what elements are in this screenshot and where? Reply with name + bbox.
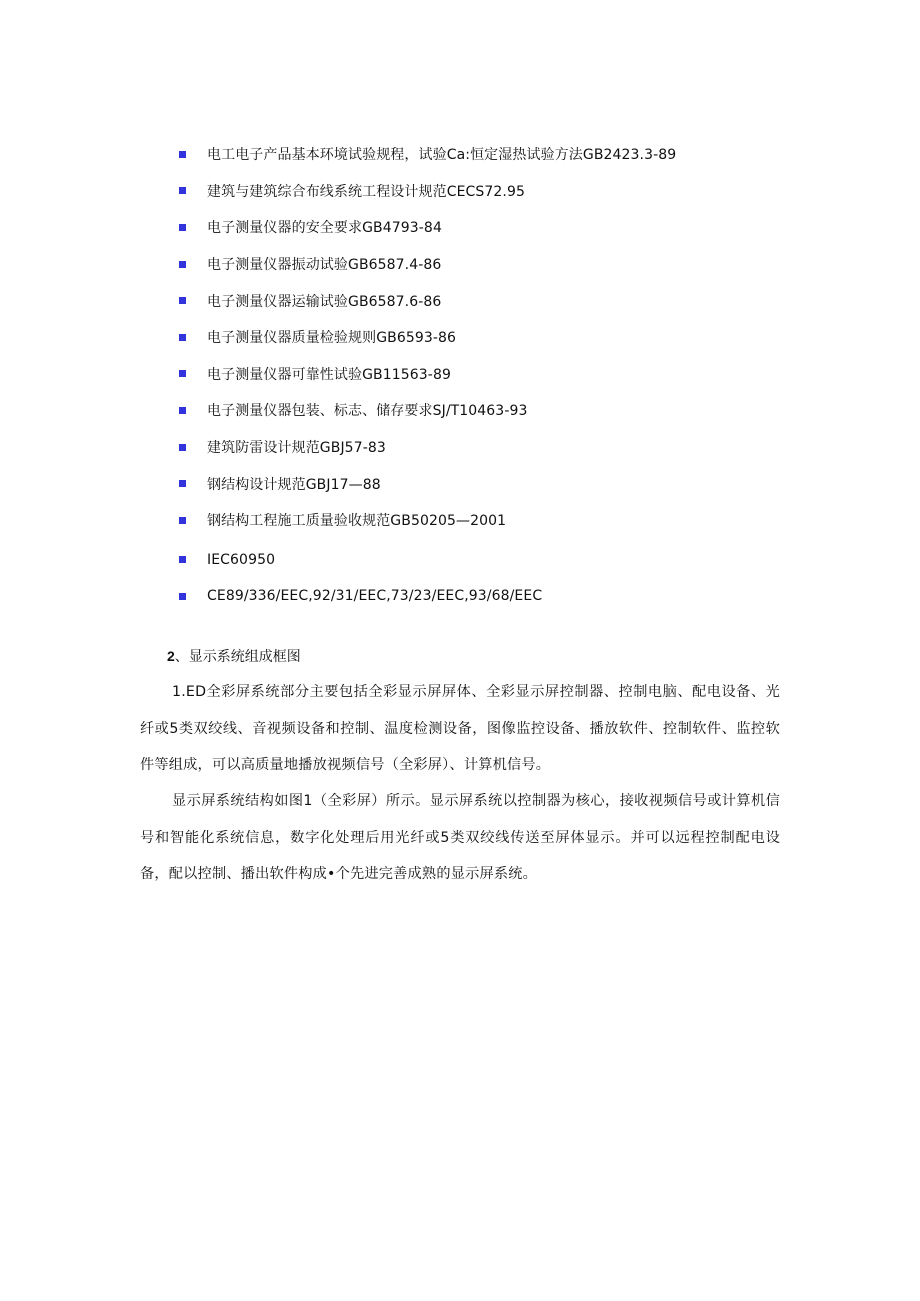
section-number: 2 — [167, 648, 175, 664]
list-item — [179, 136, 819, 173]
square-bullet-icon — [179, 517, 186, 524]
list-item — [179, 542, 819, 579]
square-bullet-icon — [179, 297, 186, 304]
list-item-text: 钢结构工程施工质量验收规范GB50205—2001 — [207, 513, 507, 530]
list-item — [179, 429, 819, 466]
square-bullet-icon — [179, 444, 186, 451]
list-item — [179, 246, 819, 283]
square-bullet-icon — [179, 187, 186, 194]
list-item — [179, 465, 819, 502]
list-item-text: 电子测量仪器质量检验规则GB6593-86 — [207, 330, 457, 347]
list-item-text: 电子测量仪器可靠性试验GB11563-89 — [207, 366, 451, 383]
list-item-text: 建筑防雷设计规范GBJ57-83 — [207, 440, 386, 457]
standards-list — [179, 136, 819, 615]
body-paragraph: 1.ED全彩屏系统部分主要包括全彩显示屏屏体、全彩显示屏控制器、控制电脑、配电设备、光纤或5类双绞线、音视频设备和控制、温度检测设备，图像监控设备、播放软件、控制软件、监控软件等组成，可以高质量地播放视频信号（全彩屏）、计算机信号。 — [140, 684, 780, 774]
list-item — [179, 392, 819, 429]
list-item — [179, 502, 819, 539]
square-bullet-icon — [179, 261, 186, 268]
square-bullet-icon — [179, 151, 186, 158]
square-bullet-icon — [179, 556, 186, 563]
list-item-text: 电子测量仪器包装、标志、储存要求SJ/T10463-93 — [207, 403, 528, 420]
square-bullet-icon — [179, 370, 186, 377]
square-bullet-icon — [179, 334, 186, 341]
list-item — [179, 319, 819, 356]
square-bullet-icon — [179, 480, 186, 487]
list-item-text: 钢结构设计规范GBJ17—88 — [207, 476, 381, 493]
square-bullet-icon — [179, 593, 186, 600]
list-item-text: 电子测量仪器振动试验GB6587.4-86 — [207, 257, 442, 274]
square-bullet-icon — [179, 224, 186, 231]
body-paragraph: 显示屏系统结构如图1（全彩屏）所示。显示屏系统以控制器为核心，接收视频信号或计算机信号和智能化系统信息，数字化处理后用光纤或5类双绞线传送至屏体显示。并可以远程控制配电设备，配以控制、播出软件构成•个先进完善成熟的显示屏系统。 — [140, 793, 780, 883]
list-item — [179, 209, 819, 246]
section-title: 、显示系统组成框图 — [174, 649, 301, 665]
list-item — [179, 173, 819, 210]
list-item-text: IEC60950 — [207, 551, 276, 568]
list-item-text: CE89/336/EEC,92/31/EEC,73/23/EEC,93/68/EEC — [207, 588, 543, 605]
square-bullet-icon — [179, 407, 186, 414]
list-item-text: 电子测量仪器运输试验GB6587.6-86 — [207, 293, 442, 310]
list-item — [179, 356, 819, 393]
section-heading — [167, 646, 301, 666]
list-item — [179, 578, 819, 615]
list-item — [179, 282, 819, 319]
list-item-text: 电子测量仪器的安全要求GB4793-84 — [207, 220, 442, 237]
list-item-text: 建筑与建筑综合布线系统工程设计规范CECS72.95 — [207, 183, 525, 200]
list-item-text: 电工电子产品基本环境试验规程，试验Ca:恒定湿热试验方法GB2423.3-89 — [207, 147, 677, 164]
